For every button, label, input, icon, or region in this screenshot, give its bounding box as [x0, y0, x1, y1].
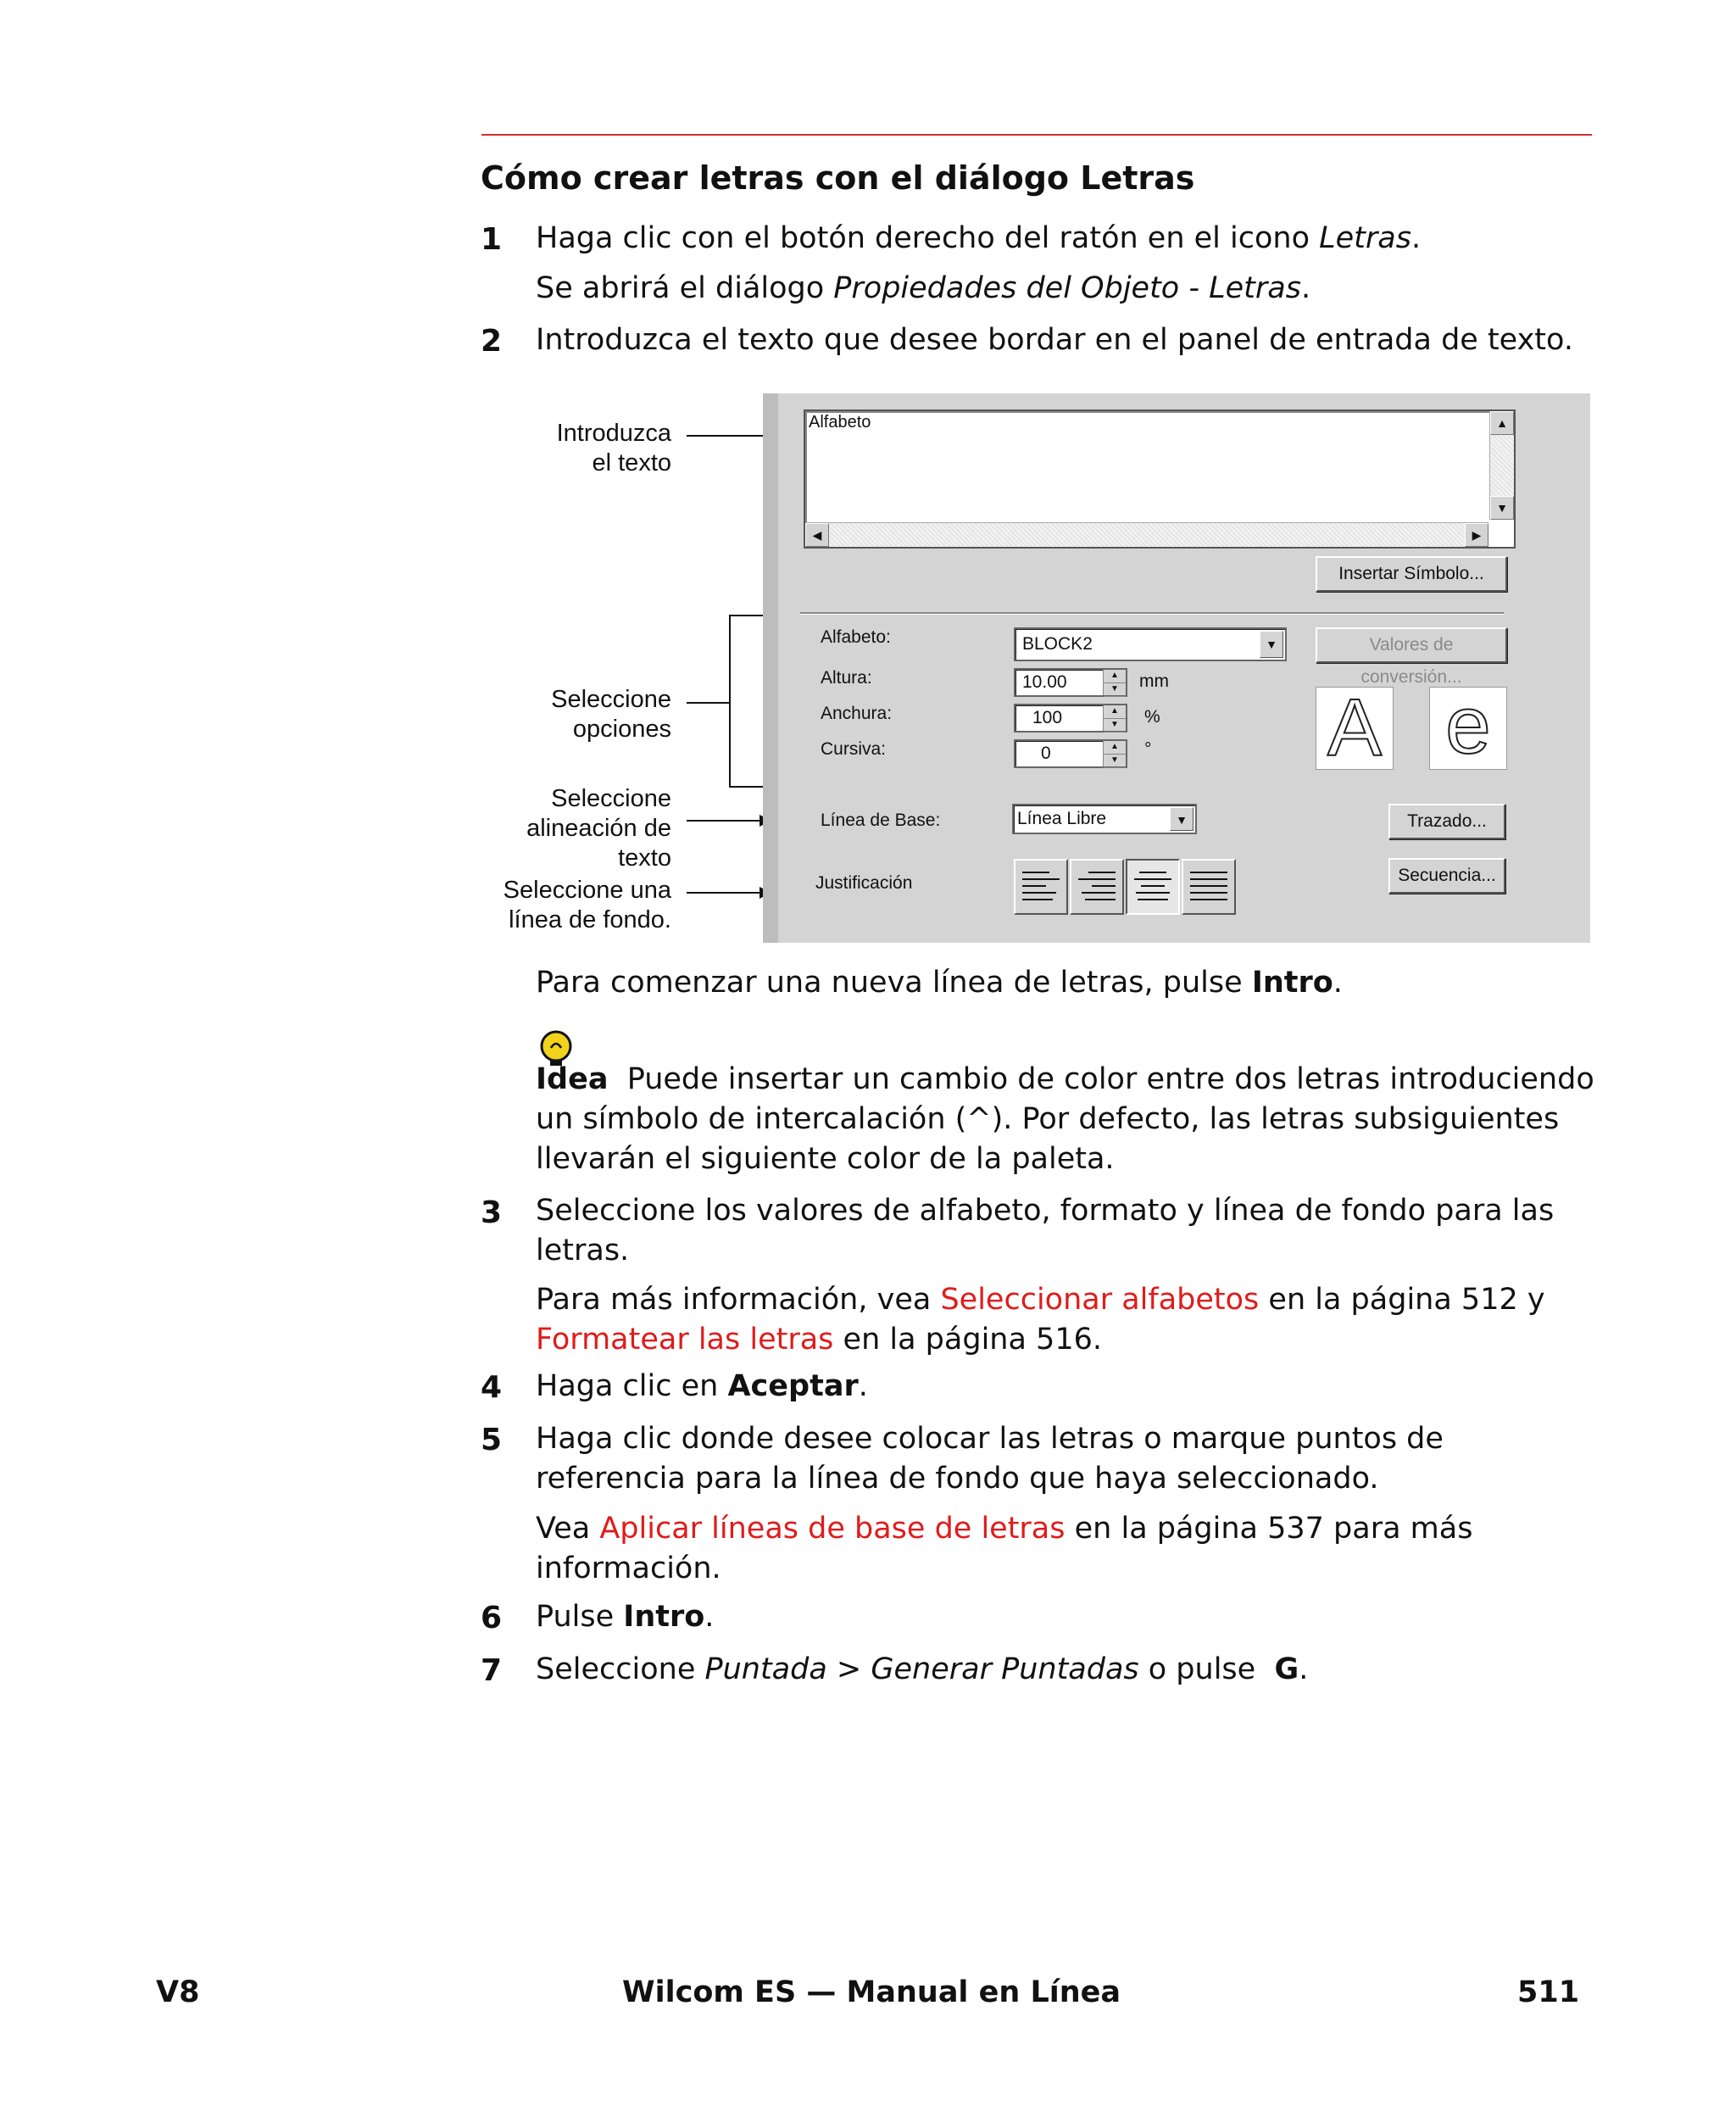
- footer-page-number: 511: [1517, 1975, 1580, 2009]
- step-3-text: Seleccione los valores de alfabeto, formato y línea de fondo para las letras.: [536, 1194, 1555, 1267]
- height-unit: mm: [1139, 671, 1169, 691]
- scroll-left-icon[interactable]: ◀: [805, 523, 829, 547]
- baseline-dropdown[interactable]: [1012, 804, 1197, 834]
- step-number: 3: [481, 1195, 503, 1230]
- align-left-icon: [1015, 861, 1066, 913]
- chevron-down-icon[interactable]: ▼: [1260, 631, 1283, 658]
- alphabet-preview-a: A: [1316, 687, 1394, 770]
- step-number: 4: [481, 1370, 503, 1405]
- italic-stepper[interactable]: [1014, 739, 1127, 768]
- sequence-button[interactable]: Secuencia...: [1388, 858, 1505, 894]
- step-number: 7: [481, 1653, 503, 1688]
- spin-buttons[interactable]: ▲ ▼: [1103, 705, 1126, 731]
- callout-arrow: [687, 892, 760, 894]
- step-7-text: Seleccione Puntada > Generar Puntadas o pulse G.: [536, 1652, 1309, 1686]
- italic-value: 0: [1041, 744, 1051, 763]
- link-format-letters[interactable]: Formatear las letras: [536, 1323, 834, 1357]
- justification-label: Justificación: [815, 873, 913, 893]
- text-entry-panel[interactable]: [804, 409, 1516, 549]
- footer-version: V8: [156, 1975, 200, 2009]
- vertical-scrollbar[interactable]: [1489, 411, 1514, 520]
- alphabet-dropdown[interactable]: [1014, 627, 1287, 661]
- width-unit: %: [1144, 707, 1160, 727]
- step-3-more-info: Para más información, vea Seleccionar alfabetos en la página 512 y Formatear las letras en la página 516.: [536, 1283, 1545, 1357]
- italic-unit: °: [1144, 739, 1152, 759]
- link-apply-baselines[interactable]: Aplicar líneas de base de letras: [599, 1512, 1066, 1546]
- italic-label: Cursiva:: [821, 739, 887, 759]
- step-2-text: Introduzca el texto que desee bordar en el panel de entrada de texto.: [536, 323, 1573, 357]
- step-5-text: Haga clic donde desee colocar las letras o marque puntos de referencia para la línea de fondo que haya seleccionado.: [536, 1422, 1444, 1496]
- section-heading: Cómo crear letras con el diálogo Letras: [481, 159, 1195, 197]
- step-1-text: Haga clic con el botón derecho del ratón en el icono Letras.: [536, 221, 1422, 255]
- width-stepper[interactable]: [1014, 704, 1127, 733]
- conversion-values-button[interactable]: Valores de conversión...: [1316, 627, 1507, 663]
- height-stepper[interactable]: [1014, 668, 1127, 697]
- align-center-icon: [1127, 861, 1178, 913]
- baseline-value: Línea Libre: [1017, 809, 1107, 828]
- alphabet-label: Alfabeto:: [821, 627, 891, 647]
- callout-baseline: Seleccione una línea de fondo.: [503, 877, 671, 933]
- callout-enter-text: Introduzca el texto: [556, 420, 671, 476]
- justify-full-button[interactable]: [1182, 859, 1236, 915]
- callout-arrow: [687, 820, 760, 822]
- height-value: 10.00: [1022, 672, 1067, 692]
- link-select-alphabets[interactable]: Seleccionar alfabetos: [940, 1283, 1260, 1317]
- baseline-label: Línea de Base:: [821, 811, 941, 830]
- justify-left-button[interactable]: [1014, 859, 1068, 915]
- scroll-up-icon[interactable]: ▲: [1490, 411, 1514, 435]
- step-number: 1: [481, 222, 503, 257]
- height-label: Altura:: [821, 668, 872, 688]
- width-value: 100: [1032, 708, 1063, 727]
- new-line-instruction: Para comenzar una nueva línea de letras, pulse Intro.: [536, 966, 1343, 1000]
- justify-right-button[interactable]: [1070, 859, 1124, 915]
- scroll-right-icon[interactable]: ▶: [1465, 523, 1488, 547]
- step-6-text: Pulse Intro.: [536, 1600, 715, 1634]
- callout-line: [687, 702, 729, 704]
- align-justify-icon: [1183, 861, 1234, 913]
- alphabet-value: BLOCK2: [1022, 634, 1093, 654]
- step-5-more-info: Vea Aplicar líneas de base de letras en la página 537 para más información.: [536, 1512, 1473, 1585]
- step-1-result: Se abrirá el diálogo Propiedades del Objeto - Letras.: [536, 271, 1311, 305]
- chevron-down-icon[interactable]: ▼: [1170, 807, 1194, 831]
- dialog-separator: [800, 612, 1504, 615]
- spin-buttons[interactable]: ▲ ▼: [1103, 670, 1126, 695]
- width-label: Anchura:: [821, 704, 893, 723]
- step-number: 2: [481, 324, 503, 359]
- align-right-icon: [1071, 861, 1122, 913]
- spin-buttons[interactable]: ▲ ▼: [1103, 741, 1126, 766]
- insert-symbol-button[interactable]: Insertar Símbolo...: [1316, 556, 1507, 592]
- callout-options: Seleccione opciones: [551, 686, 671, 743]
- text-entry-value: Alfabeto: [809, 413, 871, 432]
- footer-title: Wilcom ES — Manual en Línea: [622, 1975, 1121, 2009]
- callout-alignment: Seleccione alineación de texto: [526, 785, 671, 872]
- step-4-text: Haga clic en Aceptar.: [536, 1369, 868, 1403]
- step-number: 6: [481, 1601, 503, 1635]
- step-number: 5: [481, 1423, 503, 1457]
- horizontal-scrollbar[interactable]: [805, 522, 1488, 547]
- scroll-down-icon[interactable]: ▼: [1490, 496, 1514, 520]
- idea-tip: Idea Puede insertar un cambio de color entre dos letras introduciendo un símbolo de intercalación (^). Por defecto, las letras subsiguientes llevarán el siguiente color de la paleta.: [536, 1062, 1594, 1176]
- alphabet-preview-e: e: [1429, 687, 1507, 770]
- justify-center-button[interactable]: [1126, 859, 1180, 915]
- header-rule: [481, 134, 1592, 136]
- trace-button[interactable]: Trazado...: [1388, 804, 1505, 839]
